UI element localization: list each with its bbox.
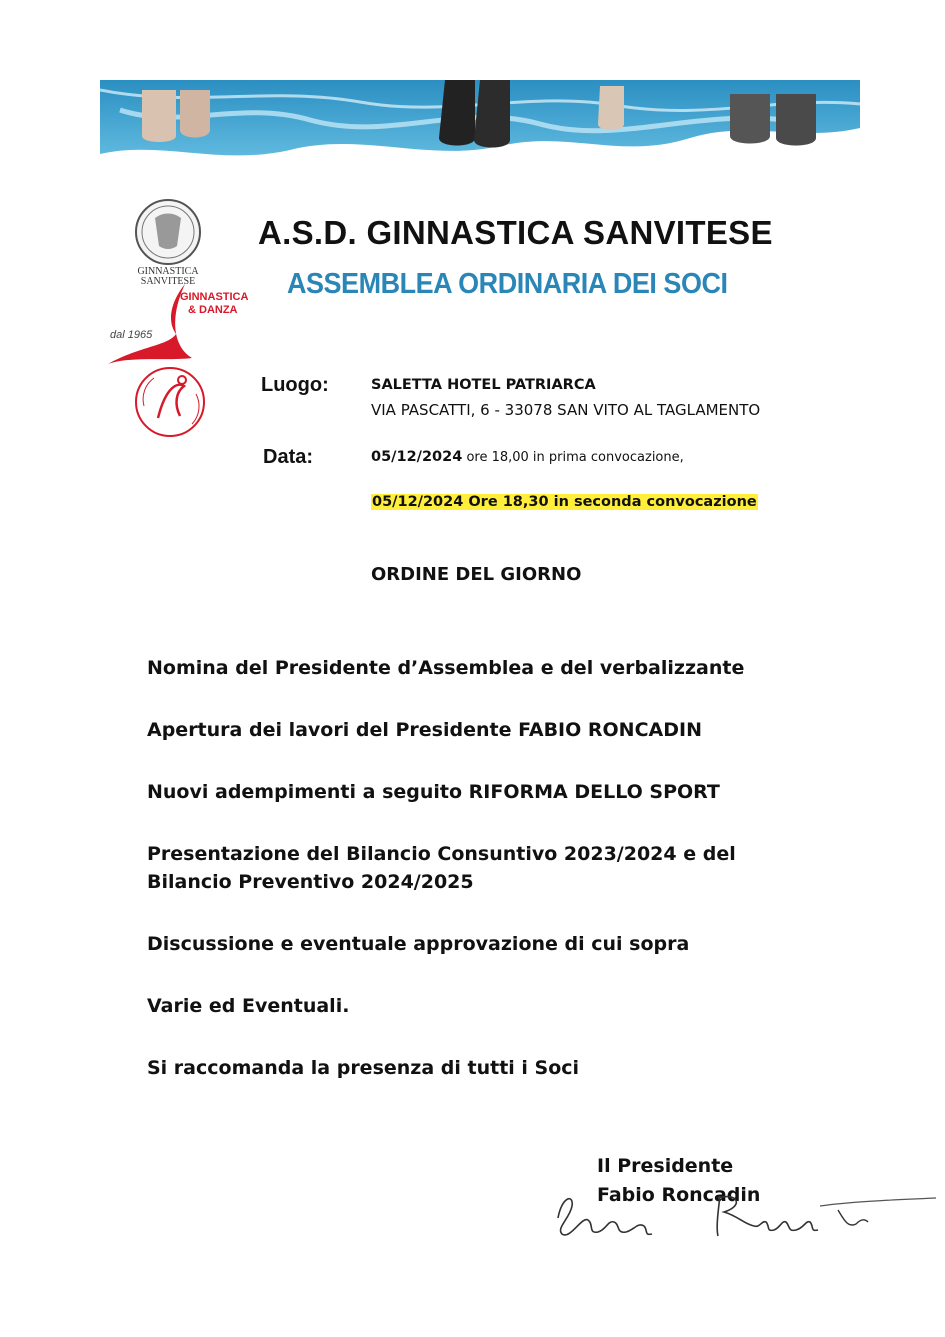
assembly-title: ASSEMBLEA ORDINARIA DEI SOCI [287,268,728,300]
svg-text:dal 1965: dal 1965 [110,329,153,341]
svg-text:GINNASTICA: GINNASTICA [180,291,249,303]
president-role: Il Presidente [597,1155,734,1177]
svg-text:GINNASTICA: GINNASTICA [137,266,199,277]
second-call-highlight: 05/12/2024 Ore 18,30 in seconda convocazione [372,494,757,510]
header-banner-image [100,80,860,174]
svg-text:SANVITESE: SANVITESE [140,276,196,287]
first-call-date: 05/12/2024 [371,449,463,465]
agenda-item: Discussione e eventuale approvazione di cui sopra [147,933,690,955]
second-call [371,494,758,510]
place-label: Luogo: [261,374,329,396]
agenda-item: Nomina del Presidente d’Assemblea e del verbalizzante [147,657,745,679]
president-name: Fabio Roncadin [597,1184,761,1206]
first-call-time: ore 18,00 in prima convocazione, [462,450,684,465]
date-label: Data: [263,446,314,468]
handwritten-signature [548,1176,938,1246]
svg-text:& DANZA: & DANZA [188,304,238,316]
club-logo [100,196,260,446]
organization-title: A.S.D. GINNASTICA SANVITESE [258,214,773,251]
first-call [371,449,684,465]
place-address: VIA PASCATTI, 6 - 33078 SAN VITO AL TAGLAMENTO [371,401,761,419]
agenda-item: Si raccomanda la presenza di tutti i Soci [147,1057,580,1079]
agenda-title: ORDINE DEL GIORNO [371,564,582,585]
place-name: SALETTA HOTEL PATRIARCA [371,377,596,393]
agenda-list [147,654,847,1082]
agenda-item: Nuovi adempimenti a seguito RIFORMA DELLO SPORT [147,781,720,803]
agenda-item: Varie ed Eventuali. [147,995,350,1017]
agenda-item: Presentazione del Bilancio Consuntivo 2023/2024 e del Bilancio Preventivo 2024/2025 [147,843,736,893]
agenda-item: Apertura dei lavori del Presidente FABIO RONCADIN [147,719,702,741]
